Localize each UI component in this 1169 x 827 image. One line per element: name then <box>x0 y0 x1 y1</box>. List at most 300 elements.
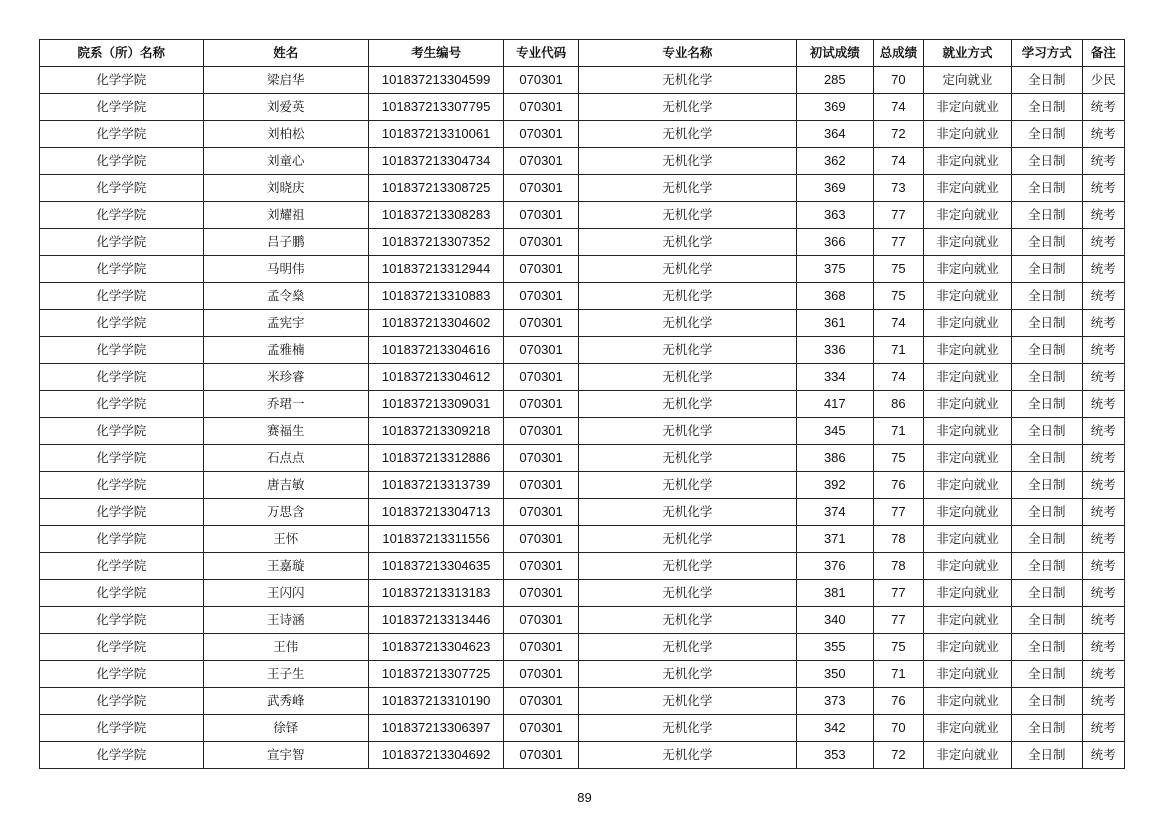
department-cell: 化学学院 <box>40 445 204 472</box>
total-score-cell: 74 <box>873 148 923 175</box>
major-code-cell: 070301 <box>504 418 579 445</box>
total-score-cell: 70 <box>873 715 923 742</box>
employment-type-cell: 非定向就业 <box>924 445 1012 472</box>
employment-type-cell: 非定向就业 <box>924 148 1012 175</box>
study-mode-cell: 全日制 <box>1011 121 1082 148</box>
initial-score-cell: 368 <box>796 283 873 310</box>
initial-score-cell: 374 <box>796 499 873 526</box>
table-row <box>40 526 1125 553</box>
candidate-id-cell: 101837213307795 <box>369 94 504 121</box>
name-cell: 米珍睿 <box>203 364 369 391</box>
header-candidate-id: 考生编号 <box>369 40 504 67</box>
remarks-cell: 统考 <box>1082 688 1124 715</box>
department-cell: 化学学院 <box>40 229 204 256</box>
table-row <box>40 256 1125 283</box>
department-cell: 化学学院 <box>40 175 204 202</box>
study-mode-cell: 全日制 <box>1011 283 1082 310</box>
initial-score-cell: 363 <box>796 202 873 229</box>
employment-type-cell: 非定向就业 <box>924 742 1012 769</box>
table-header-row <box>40 40 1125 67</box>
name-cell: 万思含 <box>203 499 369 526</box>
major-code-cell: 070301 <box>504 283 579 310</box>
remarks-cell: 统考 <box>1082 310 1124 337</box>
study-mode-cell: 全日制 <box>1011 688 1082 715</box>
candidate-id-cell: 101837213304623 <box>369 634 504 661</box>
major-code-cell: 070301 <box>504 391 579 418</box>
candidate-id-cell: 101837213313183 <box>369 580 504 607</box>
table-row <box>40 634 1125 661</box>
department-cell: 化学学院 <box>40 715 204 742</box>
study-mode-cell: 全日制 <box>1011 67 1082 94</box>
remarks-cell: 统考 <box>1082 580 1124 607</box>
table-row <box>40 607 1125 634</box>
remarks-cell: 统考 <box>1082 634 1124 661</box>
department-cell: 化学学院 <box>40 418 204 445</box>
major-code-cell: 070301 <box>504 337 579 364</box>
total-score-cell: 86 <box>873 391 923 418</box>
major-code-cell: 070301 <box>504 445 579 472</box>
table-row <box>40 715 1125 742</box>
candidate-id-cell: 101837213313739 <box>369 472 504 499</box>
candidate-id-cell: 101837213304599 <box>369 67 504 94</box>
total-score-cell: 75 <box>873 634 923 661</box>
major-name-cell: 无机化学 <box>578 742 796 769</box>
header-department: 院系（所）名称 <box>40 40 204 67</box>
header-remarks: 备注 <box>1082 40 1124 67</box>
major-code-cell: 070301 <box>504 607 579 634</box>
major-code-cell: 070301 <box>504 742 579 769</box>
major-name-cell: 无机化学 <box>578 67 796 94</box>
table-row <box>40 472 1125 499</box>
initial-score-cell: 285 <box>796 67 873 94</box>
study-mode-cell: 全日制 <box>1011 445 1082 472</box>
initial-score-cell: 340 <box>796 607 873 634</box>
candidate-id-cell: 101837213304602 <box>369 310 504 337</box>
total-score-cell: 77 <box>873 499 923 526</box>
name-cell: 刘晓庆 <box>203 175 369 202</box>
initial-score-cell: 362 <box>796 148 873 175</box>
table-row <box>40 175 1125 202</box>
remarks-cell: 统考 <box>1082 445 1124 472</box>
department-cell: 化学学院 <box>40 499 204 526</box>
major-code-cell: 070301 <box>504 94 579 121</box>
study-mode-cell: 全日制 <box>1011 310 1082 337</box>
study-mode-cell: 全日制 <box>1011 634 1082 661</box>
major-name-cell: 无机化学 <box>578 94 796 121</box>
department-cell: 化学学院 <box>40 67 204 94</box>
table-row <box>40 121 1125 148</box>
remarks-cell: 统考 <box>1082 553 1124 580</box>
candidate-id-cell: 101837213312886 <box>369 445 504 472</box>
name-cell: 石点点 <box>203 445 369 472</box>
department-cell: 化学学院 <box>40 526 204 553</box>
study-mode-cell: 全日制 <box>1011 94 1082 121</box>
total-score-cell: 74 <box>873 94 923 121</box>
remarks-cell: 少民 <box>1082 67 1124 94</box>
major-code-cell: 070301 <box>504 121 579 148</box>
employment-type-cell: 非定向就业 <box>924 418 1012 445</box>
name-cell: 王诗涵 <box>203 607 369 634</box>
major-name-cell: 无机化学 <box>578 445 796 472</box>
total-score-cell: 71 <box>873 418 923 445</box>
candidate-id-cell: 101837213307352 <box>369 229 504 256</box>
remarks-cell: 统考 <box>1082 661 1124 688</box>
total-score-cell: 75 <box>873 256 923 283</box>
major-code-cell: 070301 <box>504 553 579 580</box>
department-cell: 化学学院 <box>40 607 204 634</box>
initial-score-cell: 381 <box>796 580 873 607</box>
header-study-mode: 学习方式 <box>1011 40 1082 67</box>
major-name-cell: 无机化学 <box>578 148 796 175</box>
total-score-cell: 78 <box>873 553 923 580</box>
major-code-cell: 070301 <box>504 499 579 526</box>
department-cell: 化学学院 <box>40 148 204 175</box>
employment-type-cell: 非定向就业 <box>924 580 1012 607</box>
major-name-cell: 无机化学 <box>578 391 796 418</box>
candidate-id-cell: 101837213311556 <box>369 526 504 553</box>
major-name-cell: 无机化学 <box>578 256 796 283</box>
name-cell: 吕子鹏 <box>203 229 369 256</box>
table-row <box>40 310 1125 337</box>
major-name-cell: 无机化学 <box>578 715 796 742</box>
name-cell: 孟宪宇 <box>203 310 369 337</box>
major-name-cell: 无机化学 <box>578 283 796 310</box>
remarks-cell: 统考 <box>1082 94 1124 121</box>
employment-type-cell: 非定向就业 <box>924 94 1012 121</box>
candidate-id-cell: 101837213304692 <box>369 742 504 769</box>
major-name-cell: 无机化学 <box>578 310 796 337</box>
table-row <box>40 688 1125 715</box>
major-name-cell: 无机化学 <box>578 607 796 634</box>
total-score-cell: 75 <box>873 283 923 310</box>
major-code-cell: 070301 <box>504 148 579 175</box>
header-major-name: 专业名称 <box>578 40 796 67</box>
candidate-id-cell: 101837213310061 <box>369 121 504 148</box>
name-cell: 孟令燊 <box>203 283 369 310</box>
remarks-cell: 统考 <box>1082 283 1124 310</box>
remarks-cell: 统考 <box>1082 175 1124 202</box>
initial-score-cell: 369 <box>796 175 873 202</box>
major-code-cell: 070301 <box>504 472 579 499</box>
candidate-id-cell: 101837213313446 <box>369 607 504 634</box>
remarks-cell: 统考 <box>1082 715 1124 742</box>
remarks-cell: 统考 <box>1082 391 1124 418</box>
department-cell: 化学学院 <box>40 634 204 661</box>
department-cell: 化学学院 <box>40 661 204 688</box>
major-name-cell: 无机化学 <box>578 418 796 445</box>
name-cell: 王嘉璇 <box>203 553 369 580</box>
table-row <box>40 499 1125 526</box>
major-name-cell: 无机化学 <box>578 688 796 715</box>
major-code-cell: 070301 <box>504 526 579 553</box>
initial-score-cell: 336 <box>796 337 873 364</box>
initial-score-cell: 350 <box>796 661 873 688</box>
study-mode-cell: 全日制 <box>1011 202 1082 229</box>
major-code-cell: 070301 <box>504 715 579 742</box>
department-cell: 化学学院 <box>40 472 204 499</box>
header-employment-type: 就业方式 <box>924 40 1012 67</box>
candidate-id-cell: 101837213309031 <box>369 391 504 418</box>
candidate-id-cell: 101837213304734 <box>369 148 504 175</box>
employment-type-cell: 非定向就业 <box>924 472 1012 499</box>
study-mode-cell: 全日制 <box>1011 391 1082 418</box>
admission-list-table <box>39 39 1125 769</box>
department-cell: 化学学院 <box>40 391 204 418</box>
employment-type-cell: 定向就业 <box>924 67 1012 94</box>
department-cell: 化学学院 <box>40 283 204 310</box>
study-mode-cell: 全日制 <box>1011 418 1082 445</box>
name-cell: 赛福生 <box>203 418 369 445</box>
total-score-cell: 78 <box>873 526 923 553</box>
department-cell: 化学学院 <box>40 256 204 283</box>
employment-type-cell: 非定向就业 <box>924 499 1012 526</box>
header-major-code: 专业代码 <box>504 40 579 67</box>
candidate-id-cell: 101837213304616 <box>369 337 504 364</box>
study-mode-cell: 全日制 <box>1011 499 1082 526</box>
header-initial-score: 初试成绩 <box>796 40 873 67</box>
study-mode-cell: 全日制 <box>1011 580 1082 607</box>
name-cell: 武秀峰 <box>203 688 369 715</box>
name-cell: 马明伟 <box>203 256 369 283</box>
table-row <box>40 391 1125 418</box>
table-body <box>40 67 1125 769</box>
table-row <box>40 661 1125 688</box>
name-cell: 刘耀祖 <box>203 202 369 229</box>
candidate-id-cell: 101837213310190 <box>369 688 504 715</box>
major-code-cell: 070301 <box>504 67 579 94</box>
remarks-cell: 统考 <box>1082 229 1124 256</box>
employment-type-cell: 非定向就业 <box>924 310 1012 337</box>
candidate-id-cell: 101837213310883 <box>369 283 504 310</box>
total-score-cell: 77 <box>873 607 923 634</box>
department-cell: 化学学院 <box>40 742 204 769</box>
study-mode-cell: 全日制 <box>1011 607 1082 634</box>
major-name-cell: 无机化学 <box>578 472 796 499</box>
candidate-id-cell: 101837213304635 <box>369 553 504 580</box>
name-cell: 宣宇智 <box>203 742 369 769</box>
candidate-id-cell: 101837213312944 <box>369 256 504 283</box>
major-code-cell: 070301 <box>504 661 579 688</box>
remarks-cell: 统考 <box>1082 607 1124 634</box>
study-mode-cell: 全日制 <box>1011 742 1082 769</box>
header-total-score: 总成绩 <box>873 40 923 67</box>
initial-score-cell: 373 <box>796 688 873 715</box>
study-mode-cell: 全日制 <box>1011 553 1082 580</box>
major-name-cell: 无机化学 <box>578 526 796 553</box>
name-cell: 唐吉敏 <box>203 472 369 499</box>
initial-score-cell: 334 <box>796 364 873 391</box>
initial-score-cell: 366 <box>796 229 873 256</box>
total-score-cell: 71 <box>873 337 923 364</box>
name-cell: 刘爱英 <box>203 94 369 121</box>
remarks-cell: 统考 <box>1082 121 1124 148</box>
table-row <box>40 418 1125 445</box>
candidate-id-cell: 101837213308283 <box>369 202 504 229</box>
study-mode-cell: 全日制 <box>1011 148 1082 175</box>
major-code-cell: 070301 <box>504 256 579 283</box>
employment-type-cell: 非定向就业 <box>924 715 1012 742</box>
table-row <box>40 229 1125 256</box>
major-name-cell: 无机化学 <box>578 661 796 688</box>
major-name-cell: 无机化学 <box>578 121 796 148</box>
total-score-cell: 74 <box>873 310 923 337</box>
employment-type-cell: 非定向就业 <box>924 391 1012 418</box>
major-name-cell: 无机化学 <box>578 499 796 526</box>
major-code-cell: 070301 <box>504 634 579 661</box>
major-code-cell: 070301 <box>504 175 579 202</box>
candidate-id-cell: 101837213309218 <box>369 418 504 445</box>
total-score-cell: 76 <box>873 688 923 715</box>
total-score-cell: 77 <box>873 202 923 229</box>
name-cell: 王怀 <box>203 526 369 553</box>
table-row <box>40 148 1125 175</box>
initial-score-cell: 364 <box>796 121 873 148</box>
name-cell: 乔珺一 <box>203 391 369 418</box>
employment-type-cell: 非定向就业 <box>924 553 1012 580</box>
employment-type-cell: 非定向就业 <box>924 661 1012 688</box>
department-cell: 化学学院 <box>40 688 204 715</box>
name-cell: 梁启华 <box>203 67 369 94</box>
major-name-cell: 无机化学 <box>578 553 796 580</box>
initial-score-cell: 375 <box>796 256 873 283</box>
major-name-cell: 无机化学 <box>578 202 796 229</box>
name-cell: 刘柏松 <box>203 121 369 148</box>
page-number: 89 <box>577 790 592 805</box>
employment-type-cell: 非定向就业 <box>924 283 1012 310</box>
employment-type-cell: 非定向就业 <box>924 607 1012 634</box>
candidate-id-cell: 101837213304612 <box>369 364 504 391</box>
remarks-cell: 统考 <box>1082 148 1124 175</box>
major-code-cell: 070301 <box>504 364 579 391</box>
employment-type-cell: 非定向就业 <box>924 364 1012 391</box>
total-score-cell: 72 <box>873 121 923 148</box>
study-mode-cell: 全日制 <box>1011 715 1082 742</box>
major-code-cell: 070301 <box>504 310 579 337</box>
major-name-cell: 无机化学 <box>578 634 796 661</box>
major-code-cell: 070301 <box>504 229 579 256</box>
remarks-cell: 统考 <box>1082 256 1124 283</box>
remarks-cell: 统考 <box>1082 418 1124 445</box>
remarks-cell: 统考 <box>1082 364 1124 391</box>
department-cell: 化学学院 <box>40 364 204 391</box>
total-score-cell: 72 <box>873 742 923 769</box>
total-score-cell: 75 <box>873 445 923 472</box>
initial-score-cell: 361 <box>796 310 873 337</box>
department-cell: 化学学院 <box>40 202 204 229</box>
initial-score-cell: 371 <box>796 526 873 553</box>
employment-type-cell: 非定向就业 <box>924 256 1012 283</box>
table-row <box>40 364 1125 391</box>
table-row <box>40 337 1125 364</box>
study-mode-cell: 全日制 <box>1011 256 1082 283</box>
study-mode-cell: 全日制 <box>1011 175 1082 202</box>
initial-score-cell: 386 <box>796 445 873 472</box>
table-row <box>40 445 1125 472</box>
total-score-cell: 74 <box>873 364 923 391</box>
remarks-cell: 统考 <box>1082 202 1124 229</box>
name-cell: 徐铎 <box>203 715 369 742</box>
employment-type-cell: 非定向就业 <box>924 634 1012 661</box>
table-row <box>40 67 1125 94</box>
table-row <box>40 742 1125 769</box>
total-score-cell: 76 <box>873 472 923 499</box>
department-cell: 化学学院 <box>40 580 204 607</box>
candidate-id-cell: 101837213304713 <box>369 499 504 526</box>
department-cell: 化学学院 <box>40 121 204 148</box>
initial-score-cell: 392 <box>796 472 873 499</box>
remarks-cell: 统考 <box>1082 526 1124 553</box>
name-cell: 王伟 <box>203 634 369 661</box>
total-score-cell: 77 <box>873 229 923 256</box>
major-name-cell: 无机化学 <box>578 337 796 364</box>
study-mode-cell: 全日制 <box>1011 364 1082 391</box>
name-cell: 王闪闪 <box>203 580 369 607</box>
initial-score-cell: 342 <box>796 715 873 742</box>
department-cell: 化学学院 <box>40 337 204 364</box>
initial-score-cell: 369 <box>796 94 873 121</box>
initial-score-cell: 355 <box>796 634 873 661</box>
initial-score-cell: 376 <box>796 553 873 580</box>
employment-type-cell: 非定向就业 <box>924 202 1012 229</box>
major-code-cell: 070301 <box>504 580 579 607</box>
initial-score-cell: 345 <box>796 418 873 445</box>
table-row <box>40 202 1125 229</box>
employment-type-cell: 非定向就业 <box>924 229 1012 256</box>
study-mode-cell: 全日制 <box>1011 661 1082 688</box>
major-name-cell: 无机化学 <box>578 580 796 607</box>
study-mode-cell: 全日制 <box>1011 472 1082 499</box>
study-mode-cell: 全日制 <box>1011 229 1082 256</box>
table-row <box>40 580 1125 607</box>
employment-type-cell: 非定向就业 <box>924 121 1012 148</box>
total-score-cell: 73 <box>873 175 923 202</box>
table-row <box>40 94 1125 121</box>
employment-type-cell: 非定向就业 <box>924 175 1012 202</box>
major-name-cell: 无机化学 <box>578 364 796 391</box>
remarks-cell: 统考 <box>1082 472 1124 499</box>
name-cell: 孟雅楠 <box>203 337 369 364</box>
remarks-cell: 统考 <box>1082 499 1124 526</box>
initial-score-cell: 417 <box>796 391 873 418</box>
header-name: 姓名 <box>203 40 369 67</box>
total-score-cell: 71 <box>873 661 923 688</box>
table-row <box>40 283 1125 310</box>
major-code-cell: 070301 <box>504 688 579 715</box>
employment-type-cell: 非定向就业 <box>924 526 1012 553</box>
initial-score-cell: 353 <box>796 742 873 769</box>
candidate-id-cell: 101837213306397 <box>369 715 504 742</box>
study-mode-cell: 全日制 <box>1011 337 1082 364</box>
name-cell: 刘童心 <box>203 148 369 175</box>
department-cell: 化学学院 <box>40 310 204 337</box>
major-name-cell: 无机化学 <box>578 229 796 256</box>
total-score-cell: 77 <box>873 580 923 607</box>
major-code-cell: 070301 <box>504 202 579 229</box>
total-score-cell: 70 <box>873 67 923 94</box>
study-mode-cell: 全日制 <box>1011 526 1082 553</box>
employment-type-cell: 非定向就业 <box>924 337 1012 364</box>
candidate-id-cell: 101837213307725 <box>369 661 504 688</box>
remarks-cell: 统考 <box>1082 337 1124 364</box>
table-row <box>40 553 1125 580</box>
candidate-id-cell: 101837213308725 <box>369 175 504 202</box>
name-cell: 王子生 <box>203 661 369 688</box>
remarks-cell: 统考 <box>1082 742 1124 769</box>
department-cell: 化学学院 <box>40 553 204 580</box>
employment-type-cell: 非定向就业 <box>924 688 1012 715</box>
major-name-cell: 无机化学 <box>578 175 796 202</box>
department-cell: 化学学院 <box>40 94 204 121</box>
